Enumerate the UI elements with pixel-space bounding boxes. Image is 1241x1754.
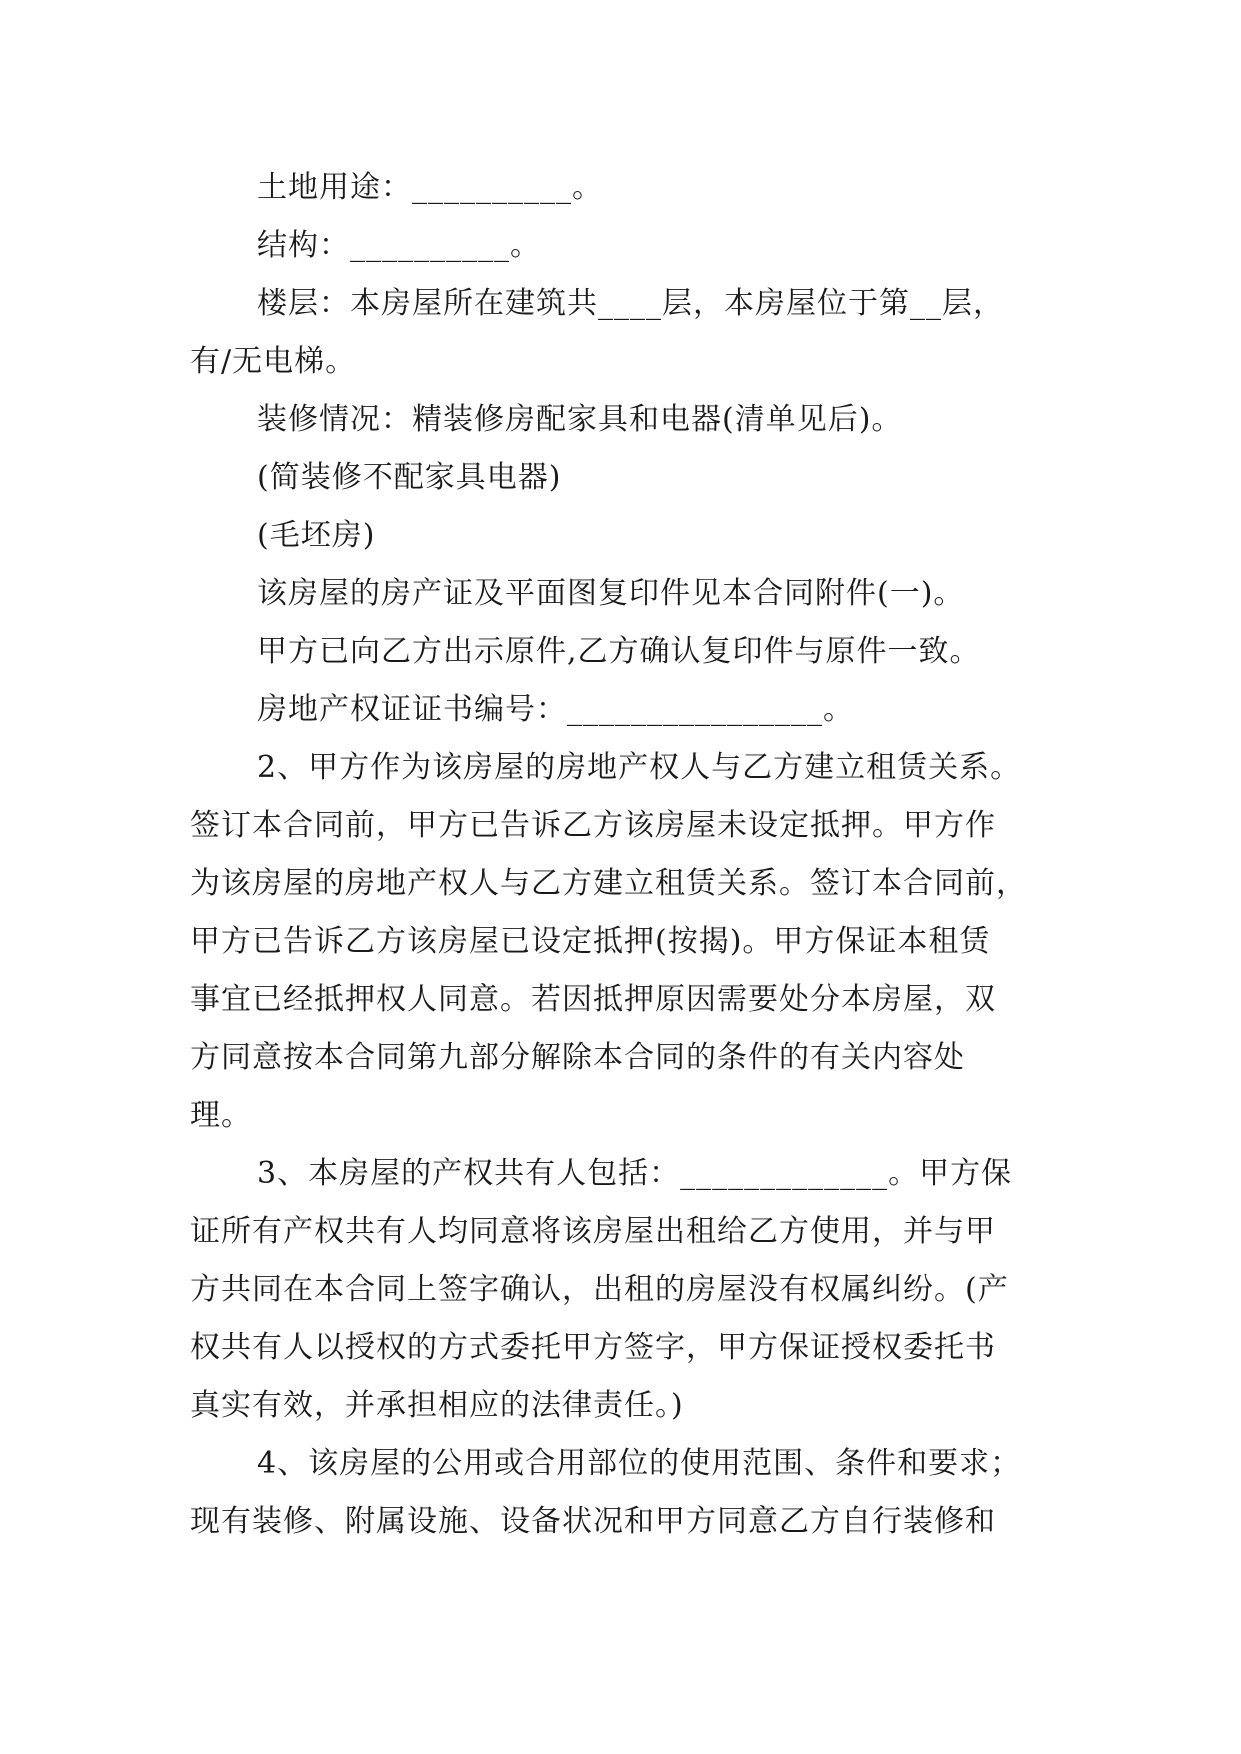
original-shown-line: 甲方已向乙方出示原件,乙方确认复印件与原件一致。 (257, 634, 981, 669)
clause-4-line: 4、该房屋的公用或合用部位的使用范围、条件和要求； (257, 1446, 1022, 1481)
decoration-line: 装修情况：精装修房配家具和电器(清单见后)。 (257, 402, 903, 437)
clause-2-line: 甲方已告诉乙方该房屋已设定抵押(按揭)。甲方保证本租赁 (190, 924, 991, 959)
clause-2-line: 为该房屋的房地产权人与乙方建立租赁关系。签订本合同前， (190, 866, 1027, 901)
clause-2-line: 理。 (190, 1098, 252, 1133)
clause-2-line: 2、甲方作为该房屋的房地产权人与乙方建立租赁关系。 (257, 750, 1022, 785)
clause-2-line: 方同意按本合同第九部分解除本合同的条件的有关内容处 (190, 1040, 965, 1075)
certificate-attachment-line: 该房屋的房产证及平面图复印件见本合同附件(一)。 (257, 576, 965, 611)
clause-2-line: 签订本合同前，甲方已告诉乙方该房屋未设定抵押。甲方作 (190, 808, 996, 843)
clause-4-line: 现有装修、附属设施、设备状况和甲方同意乙方自行装修和 (190, 1504, 996, 1539)
rough-house-line: (毛坯房) (257, 518, 376, 553)
elevator-line: 有/无电梯。 (190, 344, 357, 379)
land-use-line: 土地用途：__________。 (257, 170, 603, 205)
clause-3-line: 方共同在本合同上签字确认，出租的房屋没有权属纠纷。(产 (190, 1272, 1009, 1307)
clause-2-line: 事宜已经抵押权人同意。若因抵押原因需要处分本房屋，双 (190, 982, 996, 1017)
clause-3-line: 证所有产权共有人均同意将该房屋出租给乙方使用，并与甲 (190, 1214, 996, 1249)
certificate-number-line: 房地产权证证书编号：________________。 (257, 692, 854, 727)
simple-decoration-line: (简装修不配家具电器) (257, 460, 562, 495)
floor-line: 楼层：本房屋所在建筑共____层，本房屋位于第__层， (257, 286, 1004, 321)
clause-3-line: 真实有效，并承担相应的法律责任。) (190, 1388, 684, 1423)
clause-3-line: 3、本房屋的产权共有人包括：_____________。甲方保 (257, 1156, 1013, 1191)
structure-line: 结构：__________。 (257, 228, 541, 263)
clause-3-line: 权共有人以授权的方式委托甲方签字，甲方保证授权委托书 (190, 1330, 996, 1365)
